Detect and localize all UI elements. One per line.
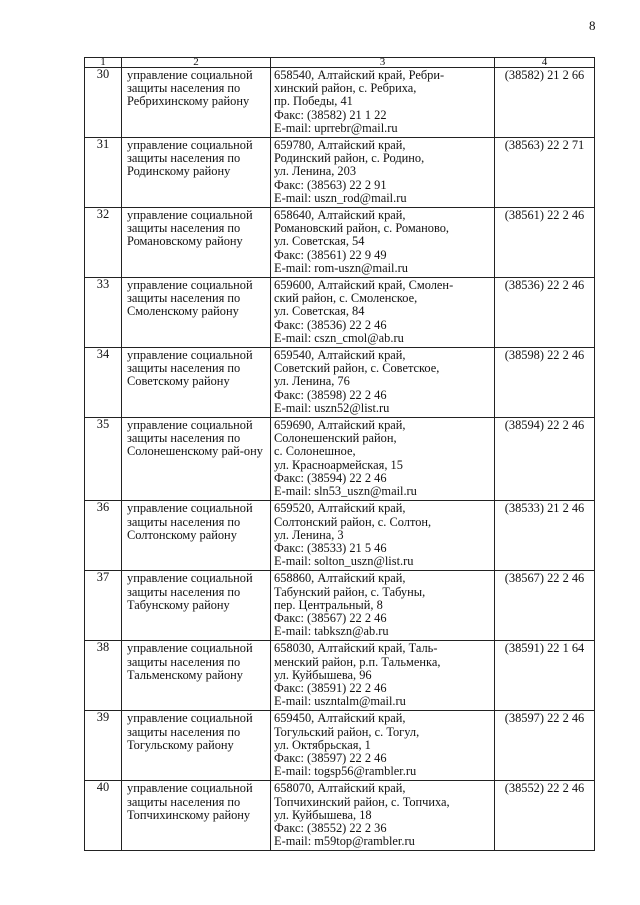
address-line: пр. Победы, 41 <box>274 94 353 109</box>
table-row <box>85 781 595 851</box>
office-address <box>271 571 495 641</box>
column-header: 2 <box>122 58 271 68</box>
address-line: 659690, Алтайский край, <box>274 418 406 433</box>
address-line: 658640, Алтайский край, <box>274 208 406 223</box>
address-line: 658070, Алтайский край, <box>274 781 406 796</box>
office-phone: (38594) 22 2 46 <box>495 418 595 501</box>
office-address <box>271 348 495 418</box>
office-address <box>271 781 495 851</box>
address-line: E-mail: uszn52@list.ru <box>274 400 390 415</box>
column-header: 4 <box>495 58 595 68</box>
office-name: управление социальной защиты населения по Советскому району <box>122 348 271 418</box>
table-row <box>85 138 595 208</box>
table-row <box>85 418 595 501</box>
row-number: 31 <box>85 138 122 208</box>
address-line: E-mail: uprrebr@mail.ru <box>274 120 398 135</box>
address-line: хинский район, с. Ребриха, <box>274 81 417 96</box>
address-line: E-mail: rom-uszn@mail.ru <box>274 260 408 275</box>
table-row <box>85 711 595 781</box>
address-line: Факс: (38563) 22 2 91 <box>274 177 387 192</box>
address-line: менский район, р.п. Тальменка, <box>274 654 441 669</box>
address-line: Факс: (38598) 22 2 46 <box>274 387 387 402</box>
address-line: Солонешенский район, <box>274 431 397 446</box>
address-line: ул. Куйбышева, 96 <box>274 667 372 682</box>
address-line: ул. Советская, 54 <box>274 234 365 249</box>
address-line: Факс: (38533) 21 5 46 <box>274 540 387 555</box>
address-line: E-mail: sln53_uszn@mail.ru <box>274 484 417 499</box>
address-line: пер. Центральный, 8 <box>274 597 383 612</box>
address-line: E-mail: uszn_rod@mail.ru <box>274 190 407 205</box>
header-row <box>85 58 595 68</box>
address-line: 658860, Алтайский край, <box>274 571 406 586</box>
office-address <box>271 278 495 348</box>
address-line: Факс: (38552) 22 2 36 <box>274 820 387 835</box>
address-line: ул. Куйбышева, 18 <box>274 807 372 822</box>
address-line: ский район, с. Смоленское, <box>274 291 418 306</box>
office-address <box>271 208 495 278</box>
office-name: управление социальной защиты населения по Тогульскому району <box>122 711 271 781</box>
address-line: ул. Советская, 84 <box>274 304 365 319</box>
address-line: Факс: (38594) 22 2 46 <box>274 470 387 485</box>
office-name: управление социальной защиты населения по Табунскому району <box>122 571 271 641</box>
address-line: Советский район, с. Советское, <box>274 361 440 376</box>
office-address <box>271 501 495 571</box>
table-header <box>85 58 595 68</box>
address-line: Романовский район, с. Романово, <box>274 221 450 236</box>
table-row <box>85 278 595 348</box>
address-line: Факс: (38591) 22 2 46 <box>274 680 387 695</box>
address-line: E-mail: solton_uszn@list.ru <box>274 554 414 569</box>
table-row <box>85 501 595 571</box>
office-address <box>271 641 495 711</box>
address-line: E-mail: uszntalm@mail.ru <box>274 694 406 709</box>
address-line: E-mail: togsp56@rambler.ru <box>274 764 417 779</box>
office-name: управление социальной защиты населения по Топчихинскому району <box>122 781 271 851</box>
table-body <box>85 68 595 851</box>
office-name: управление социальной защиты населения по Ребрихинскому району <box>122 68 271 138</box>
row-number: 35 <box>85 418 122 501</box>
address-line: Факс: (38561) 22 9 49 <box>274 247 387 262</box>
address-line: Факс: (38582) 21 1 22 <box>274 107 387 122</box>
address-line: Табунский район, с. Табуны, <box>274 584 426 599</box>
office-phone: (38533) 21 2 46 <box>495 501 595 571</box>
address-line: 658540, Алтайский край, Ребри- <box>274 68 445 82</box>
office-name: управление социальной защиты населения по Родинскому району <box>122 138 271 208</box>
office-address <box>271 138 495 208</box>
column-header: 1 <box>85 58 122 68</box>
address-line: Родинский район, с. Родино, <box>274 151 425 166</box>
row-number: 33 <box>85 278 122 348</box>
address-line: Солтонский район, с. Солтон, <box>274 514 432 529</box>
office-phone: (38582) 21 2 66 <box>495 68 595 138</box>
address-line: Топчихинский район, с. Топчиха, <box>274 794 450 809</box>
address-line: E-mail: tabkszn@ab.ru <box>274 624 389 639</box>
address-line: ул. Ленина, 3 <box>274 527 344 542</box>
address-line: с. Солонешное, <box>274 444 356 459</box>
office-address <box>271 418 495 501</box>
office-address <box>271 68 495 138</box>
row-number: 32 <box>85 208 122 278</box>
office-name: управление социальной защиты населения по Солонешенскому рай-ону <box>122 418 271 501</box>
row-number: 36 <box>85 501 122 571</box>
address-line: 658030, Алтайский край, Таль- <box>274 641 438 656</box>
address-line: 659520, Алтайский край, <box>274 501 406 516</box>
column-header: 3 <box>271 58 495 68</box>
table-row <box>85 348 595 418</box>
address-line: ул. Ленина, 203 <box>274 164 357 179</box>
address-line: 659780, Алтайский край, <box>274 138 406 153</box>
office-phone: (38597) 22 2 46 <box>495 711 595 781</box>
address-line: E-mail: m59top@rambler.ru <box>274 834 415 849</box>
office-name: управление социальной защиты населения по Солтонскому району <box>122 501 271 571</box>
table-row <box>85 641 595 711</box>
address-line: Факс: (38536) 22 2 46 <box>274 317 387 332</box>
address-line: Факс: (38567) 22 2 46 <box>274 610 387 625</box>
office-name: управление социальной защиты населения по Смоленскому району <box>122 278 271 348</box>
office-name: управление социальной защиты населения по Романовскому району <box>122 208 271 278</box>
address-line: Факс: (38597) 22 2 46 <box>274 750 387 765</box>
row-number: 39 <box>85 711 122 781</box>
table-row <box>85 571 595 641</box>
office-phone: (38567) 22 2 46 <box>495 571 595 641</box>
office-phone: (38536) 22 2 46 <box>495 278 595 348</box>
address-line: Тогульский район, с. Тогул, <box>274 724 420 739</box>
table-row <box>85 68 595 138</box>
office-name: управление социальной защиты населения по Тальменскому району <box>122 641 271 711</box>
address-line: 659450, Алтайский край, <box>274 711 406 726</box>
row-number: 34 <box>85 348 122 418</box>
address-line: E-mail: cszn_cmol@ab.ru <box>274 330 404 345</box>
office-phone: (38591) 22 1 64 <box>495 641 595 711</box>
address-line: ул. Ленина, 76 <box>274 374 350 389</box>
office-phone: (38552) 22 2 46 <box>495 781 595 851</box>
address-line: 659600, Алтайский край, Смолен- <box>274 278 454 293</box>
address-line: ул. Октябрьская, 1 <box>274 737 371 752</box>
office-phone: (38598) 22 2 46 <box>495 348 595 418</box>
row-number: 37 <box>85 571 122 641</box>
page-number: 8 <box>589 18 596 33</box>
directory-table <box>84 57 595 851</box>
address-line: 659540, Алтайский край, <box>274 348 406 363</box>
table-row <box>85 208 595 278</box>
row-number: 40 <box>85 781 122 851</box>
office-address <box>271 711 495 781</box>
row-number: 38 <box>85 641 122 711</box>
row-number: 30 <box>85 68 122 138</box>
office-phone: (38563) 22 2 71 <box>495 138 595 208</box>
address-line: ул. Красноармейская, 15 <box>274 457 403 472</box>
office-phone: (38561) 22 2 46 <box>495 208 595 278</box>
